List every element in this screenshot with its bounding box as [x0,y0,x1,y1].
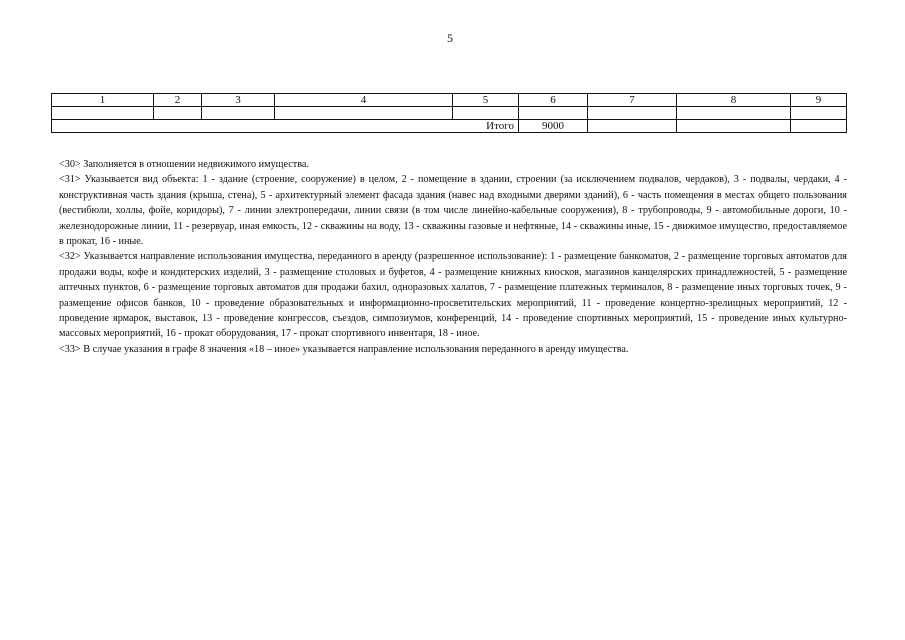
table-cell [791,120,847,133]
column-header: 5 [453,94,519,107]
column-header: 4 [275,94,453,107]
column-header: 9 [791,94,847,107]
table-cell [453,107,519,120]
footnotes [59,157,847,357]
table-cell [791,107,847,120]
table-cell [588,107,677,120]
footnote-32: <32> Указывается направление использования имущества, переданного в аренду (разрешенное использование): 1 - размещение банкоматов, 2 - размещение торговых автоматов для продажи воды, кофе и кондитерских изделий, 3 - размещение столовых и буфетов, 4 - размещение книжных киосков, магазинов канцелярских принадлежностей, 5 - размещение аптечных пунктов, 6 - размещение торговых автоматов для продажи бахил, одноразовых халатов, 7 - размещение платежных терминалов, 8 - размещение иных торговых точек, 9 - размещение офисов банков, 10 - проведение образовательных и информационно-просветительских мероприятий, 11 - проведение концертно-зрелищных мероприятий, 12 - проведение ярмарок, выставок, 13 - проведение конгрессов, съездов, симпозиумов, конференций, 14 - проведение спортивных мероприятий, 15 - проведение иных культурно-массовых мероприятий, 16 - прокат оборудования, 17 - прокат спортивного инвентаря, 18 - иное. [59,251,847,340]
table-cell [588,120,677,133]
column-header: 7 [588,94,677,107]
footnote-30: <30> Заполняется в отношении недвижимого имущества. [59,159,309,170]
total-value: 9000 [519,120,588,133]
column-header: 6 [519,94,588,107]
column-header: 3 [202,94,275,107]
table-cell [202,107,275,120]
table-cell [677,120,791,133]
table-cell [519,107,588,120]
column-header: 2 [154,94,202,107]
table-cell [677,107,791,120]
total-row [52,120,847,133]
column-header: 8 [677,94,791,107]
table-header-row [52,94,847,107]
column-header: 1 [52,94,154,107]
table-cell [52,107,154,120]
footnote-31: <31> Указывается вид объекта: 1 - здание (строение, сооружение) в целом, 2 - помещение в здании, строении (за исключением подвалов, чердаков), 3 - подвалы, чердаки, 4 - конструктивная часть здания (крыша, стена), 5 - архитектурный элемент фасада здания (навес над входными дверями зданий), 6 - часть помещения в местах общего пользования (вестибюли, холлы, фойе, коридоры), 7 - линии электропередачи, линии связи (в том числе линейно-кабельные сооружения), 8 - трубопроводы, 9 - автомобильные дороги, 10 - железнодорожные линии, 11 - резервуар, иная емкость, 12 - скважины на воду, 13 - скважины газовые и нефтяные, 14 - скважины иные, 15 - движимое имущество, предоставляемое в прокат, 16 - иные. [59,174,847,248]
table-cell [154,107,202,120]
page-number: 5 [447,31,453,45]
table-cell [275,107,453,120]
table-row [52,107,847,120]
property-table [51,93,847,133]
footnote-33: <33> В случае указания в графе 8 значения «18 – иное» указывается направление использования переданного в аренду имущества. [59,343,629,355]
total-label: Итого [52,120,519,133]
